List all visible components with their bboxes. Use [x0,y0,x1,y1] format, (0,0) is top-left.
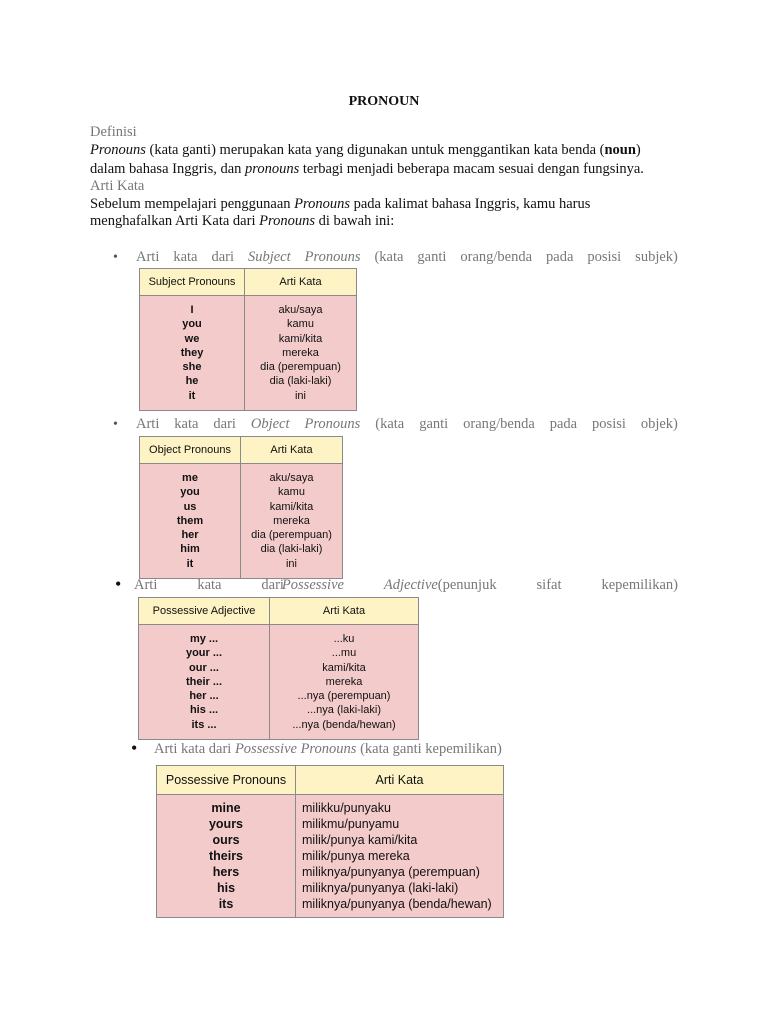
pronoun-cell: us [183,500,197,513]
caption-word: orang/benda [460,249,533,265]
meaning-cell: aku/saya [269,472,314,484]
pronoun-cell: your ... [185,647,223,660]
meaning-column [245,296,357,411]
caption-word: orang/benda [463,416,535,432]
pronoun-cell: I [190,304,194,316]
definisi-paragraph [90,140,678,161]
pronoun-cell: me [182,472,198,484]
caption-word: sifat [536,577,562,593]
pronoun-cell: our ... [189,661,219,674]
bullet-icon: • [113,250,118,265]
meaning-cell: dia (perempuan) [260,361,341,374]
meaning-cell: aku/saya [278,304,323,316]
pronoun-cell: ours [212,833,240,847]
pronoun-cell: it [188,389,196,402]
meaning-cell: dia (laki-laki) [260,543,323,556]
meaning-cell: milik/punya mereka [302,849,410,863]
meaning-column [296,795,504,918]
meaning-cell: milikmu/punyamu [302,817,400,831]
meaning-column [241,464,343,579]
table-header: Subject Pronouns [140,269,245,296]
caption-word: dari [213,416,236,432]
caption-word: dari [211,249,234,265]
pronoun-cell: its [218,897,234,911]
pronoun-cell: yours [208,817,244,831]
arti-kata-text: menghafalkan Arti Kata dari [90,213,260,229]
caption-word: ganti [417,249,447,265]
pronoun-cell: her ... [189,690,219,703]
caption-word: Arti [136,249,160,265]
table-header: Arti Kata [270,598,419,625]
caption-word: ganti [419,416,449,432]
caption-text: Arti kata dari [154,741,235,757]
arti-kata-text: Sebelum mempelajari penggunaan [90,196,295,212]
definisi-text: (kata ganti) merupakan kata yang digunakan untuk menggantikan kata benda ( [145,142,605,158]
definisi-text: dalam bahasa Inggris, dan [90,161,246,177]
pronoun-cell: him [180,543,200,556]
subject-pronouns-table [139,268,357,411]
caption-word: posisi [587,249,622,265]
section-3-caption [134,575,678,595]
meaning-cell: milikku/punyaku [302,801,391,815]
section-1-caption [136,247,678,267]
meaning-cell: mereka [273,514,310,527]
meaning-column [270,625,419,740]
caption-word: Subject [247,249,291,265]
caption-word: kata [173,249,198,265]
meaning-cell: ...nya (laki-laki) [307,704,381,717]
pronoun-cell: it [186,557,194,570]
caption-word: (kata [374,249,404,265]
pronoun-column [140,296,245,411]
arti-kata-text: pada kalimat bahasa Inggris, kamu harus [350,196,591,212]
caption-word: posisi [592,416,626,432]
pronoun-cell: they [180,346,204,359]
pronoun-cell: he [185,375,199,388]
definisi-text: noun [604,142,636,158]
meaning-cell: miliknya/punyanya (benda/hewan) [302,897,492,911]
caption-word: objek) [640,416,678,432]
meaning-cell: kami/kita [278,332,323,345]
pronoun-cell: you [182,318,202,331]
caption-word: kepemilikan) [601,577,678,593]
pronoun-cell: them [176,514,204,527]
table-header: Arti Kata [241,437,343,464]
pronoun-cell: its ... [191,718,217,731]
pronoun-column [139,625,270,740]
meaning-cell: mereka [282,346,319,359]
caption-word: Pronouns [304,416,361,432]
definisi-heading-text: Definisi [90,124,137,140]
definisi-text: ) [635,142,641,158]
meaning-cell: dia (laki-laki) [269,375,332,388]
table-header: Arti Kata [296,766,504,795]
caption-word: kata [197,577,222,593]
caption-word: (kata [375,416,405,432]
caption-word: Pronouns [304,249,361,265]
table-header: Possessive Adjective [139,598,270,625]
arti-kata-paragraph-line2 [90,211,678,232]
meaning-cell: ...ku [333,633,355,645]
caption-word: pada [549,416,578,432]
caption-word: kata [174,416,199,432]
caption-word: (penunjuk [437,577,497,593]
possessive-pronouns-table [156,765,504,918]
possessive-adjective-table [138,597,419,740]
meaning-cell: kamu [278,486,305,499]
table-header: Arti Kata [245,269,357,296]
meaning-cell: dia (perempuan) [251,529,332,542]
meaning-cell: ...mu [331,647,357,660]
pronoun-cell: you [180,486,200,499]
meaning-cell: ...nya (benda/hewan) [292,718,396,731]
table-header: Object Pronouns [140,437,241,464]
bullet-icon: • [115,574,122,594]
pronoun-cell: theirs [208,849,244,863]
caption-word: Arti [136,416,160,432]
object-pronouns-table [139,436,343,579]
pronoun-cell: their ... [185,675,223,688]
arti-kata-text: Pronouns [259,213,315,229]
meaning-cell: ini [285,557,297,570]
section-4-caption [154,739,574,759]
caption-word: Arti [134,577,158,593]
definisi-text: pronouns [245,161,300,177]
caption-word: pada [546,249,574,265]
bullet-icon: • [131,738,138,758]
pronoun-cell: his [216,881,236,895]
pronoun-cell: she [182,361,202,374]
arti-kata-heading-text: Arti Kata [90,178,145,194]
arti-kata-text: Pronouns [294,196,350,212]
meaning-cell: kami/kita [322,661,366,674]
meaning-cell: kami/kita [269,500,314,513]
caption-text: Possessive Pronouns [234,741,357,757]
table-header: Possessive Pronouns [157,766,296,795]
page-title: PRONOUN [348,94,420,109]
meaning-cell: mereka [325,675,363,688]
meaning-cell: ...nya (perempuan) [297,690,391,703]
meaning-cell: kamu [287,318,314,331]
caption-word: dari [261,577,284,593]
pronoun-cell: his ... [189,704,219,717]
meaning-cell: miliknya/punyanya (perempuan) [302,865,480,879]
definisi-text: terbagi menjadi beberapa macam sesuai dengan fungsinya. [299,161,644,177]
arti-kata-text: di bawah ini: [314,213,395,229]
pronoun-cell: her [181,529,199,542]
meaning-cell: miliknya/punyanya (laki-laki) [302,881,459,895]
meaning-cell: ini [294,389,306,402]
caption-word: subjek) [635,249,678,265]
definisi-text: Pronouns [90,142,146,158]
meaning-cell: milik/punya kami/kita [302,833,418,847]
caption-word: Object [250,416,290,432]
pronoun-column [140,464,241,579]
caption-word: Possessive [281,577,344,593]
section-2-caption [136,414,678,434]
pronoun-column [157,795,296,918]
pronoun-cell: hers [212,865,240,879]
pronoun-cell: we [184,332,200,345]
caption-word: Adjective [383,577,438,593]
pronoun-cell: mine [211,801,241,815]
caption-text: (kata ganti kepemilikan) [356,741,502,757]
pronoun-cell: my ... [189,633,219,645]
bullet-icon: • [113,417,118,432]
